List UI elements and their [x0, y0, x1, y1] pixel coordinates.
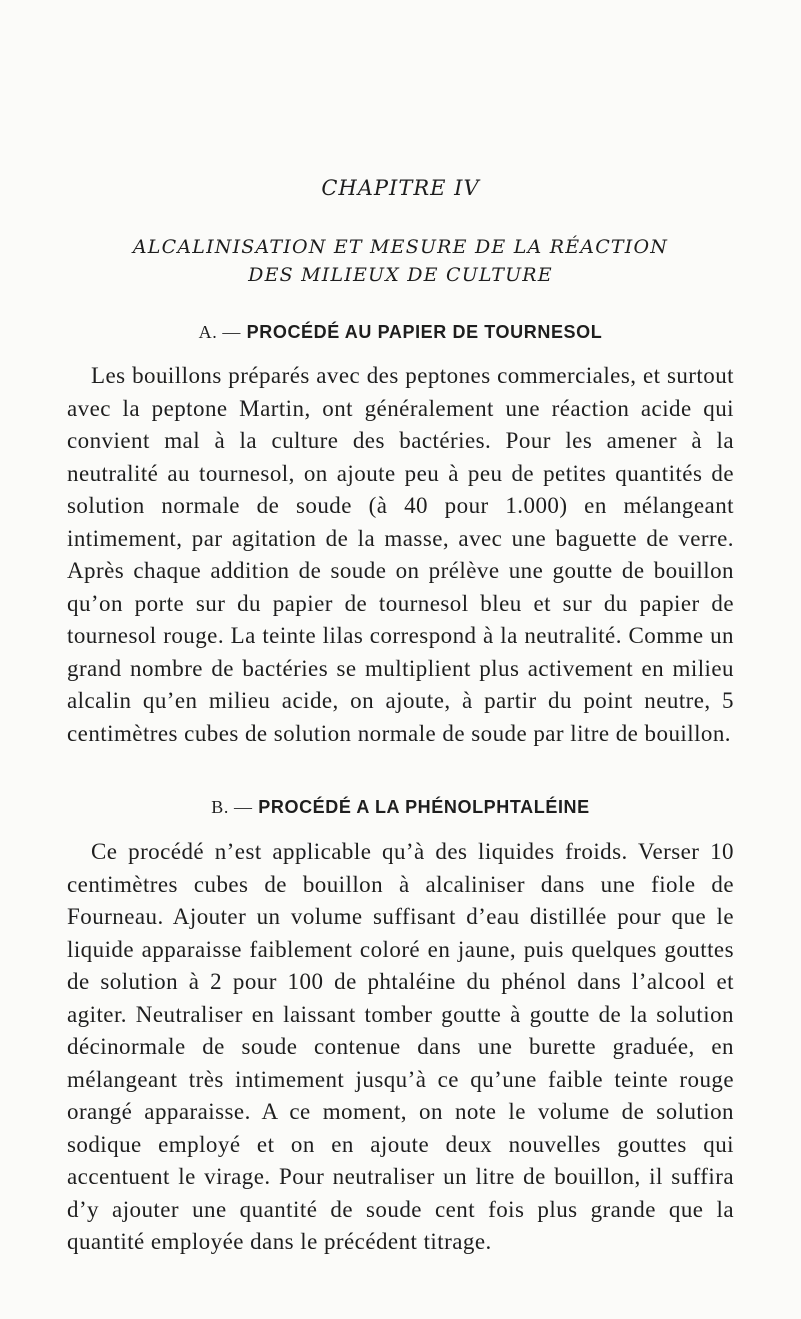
section-b-letter: B. —	[211, 797, 253, 817]
section-a-heading	[0, 322, 801, 343]
main-title	[0, 233, 801, 289]
section-a-letter: A. —	[198, 322, 242, 342]
section-b-paragraph: Ce procédé n’est applicable qu’à des liquides froids. Verser 10 centimètres cubes de bouillon à alcaliniser dans une fiole de Fourneau. Ajouter un volume suffisant d’eau distillée pour que le liquide apparaisse faiblement coloré en jaune, puis quelques gouttes de solution à 2 pour 100 de phtaléine du phénol dans l’alcool et agiter. Neutraliser en laissant tomber goutte à goutte de la solution décinormale de soude contenue dans une burette graduée, en mélangeant très intimement jusqu’à ce qu’une faible teinte rouge orangé apparaisse. A ce moment, on note le volume de solution sodique employé et on en ajoute deux nouvelles gouttes qui accentuent le virage. Pour neutraliser un litre de bouillon, il suffira d’y ajouter une quantité de soude cent fois plus grande que la quantité employée dans le précédent titrage.	[67, 839, 734, 1254]
section-b-heading	[0, 797, 801, 818]
section-a-title: PROCÉDÉ AU PAPIER DE TOURNESOL	[246, 322, 603, 342]
main-title-line-2: DES MILIEUX DE CULTURE	[248, 264, 553, 286]
section-a-paragraph: Les bouillons préparés avec des peptones commerciales, et surtout avec la peptone Martin, ont généralement une réaction acide qui convient mal à la culture des bactéries. Pour les amener à la neutralité au tournesol, on ajoute peu à peu de petites quantités de solution normale de soude (à 40 pour 1.000) en mélangeant intimement, par agitation de la masse, avec une baguette de verre. Après chaque addition de soude on prélève une goutte de bouillon qu’on porte sur du papier de tournesol bleu et sur du papier de tournesol rouge. La teinte lilas correspond à la neutralité. Comme un grand nombre de bactéries se multiplient plus activement en milieu alcalin qu’en milieu acide, on ajoute, à partir du point neutre, 5 centimètres cubes de solution normale de soude par litre de bouillon.	[67, 363, 734, 746]
section-b-title: PROCÉDÉ A LA PHÉNOLPHTALÉINE	[258, 797, 590, 817]
chapter-title: CHAPITRE IV	[321, 176, 480, 200]
main-title-line-1: ALCALINISATION ET MESURE DE LA RÉACTION	[132, 236, 669, 258]
